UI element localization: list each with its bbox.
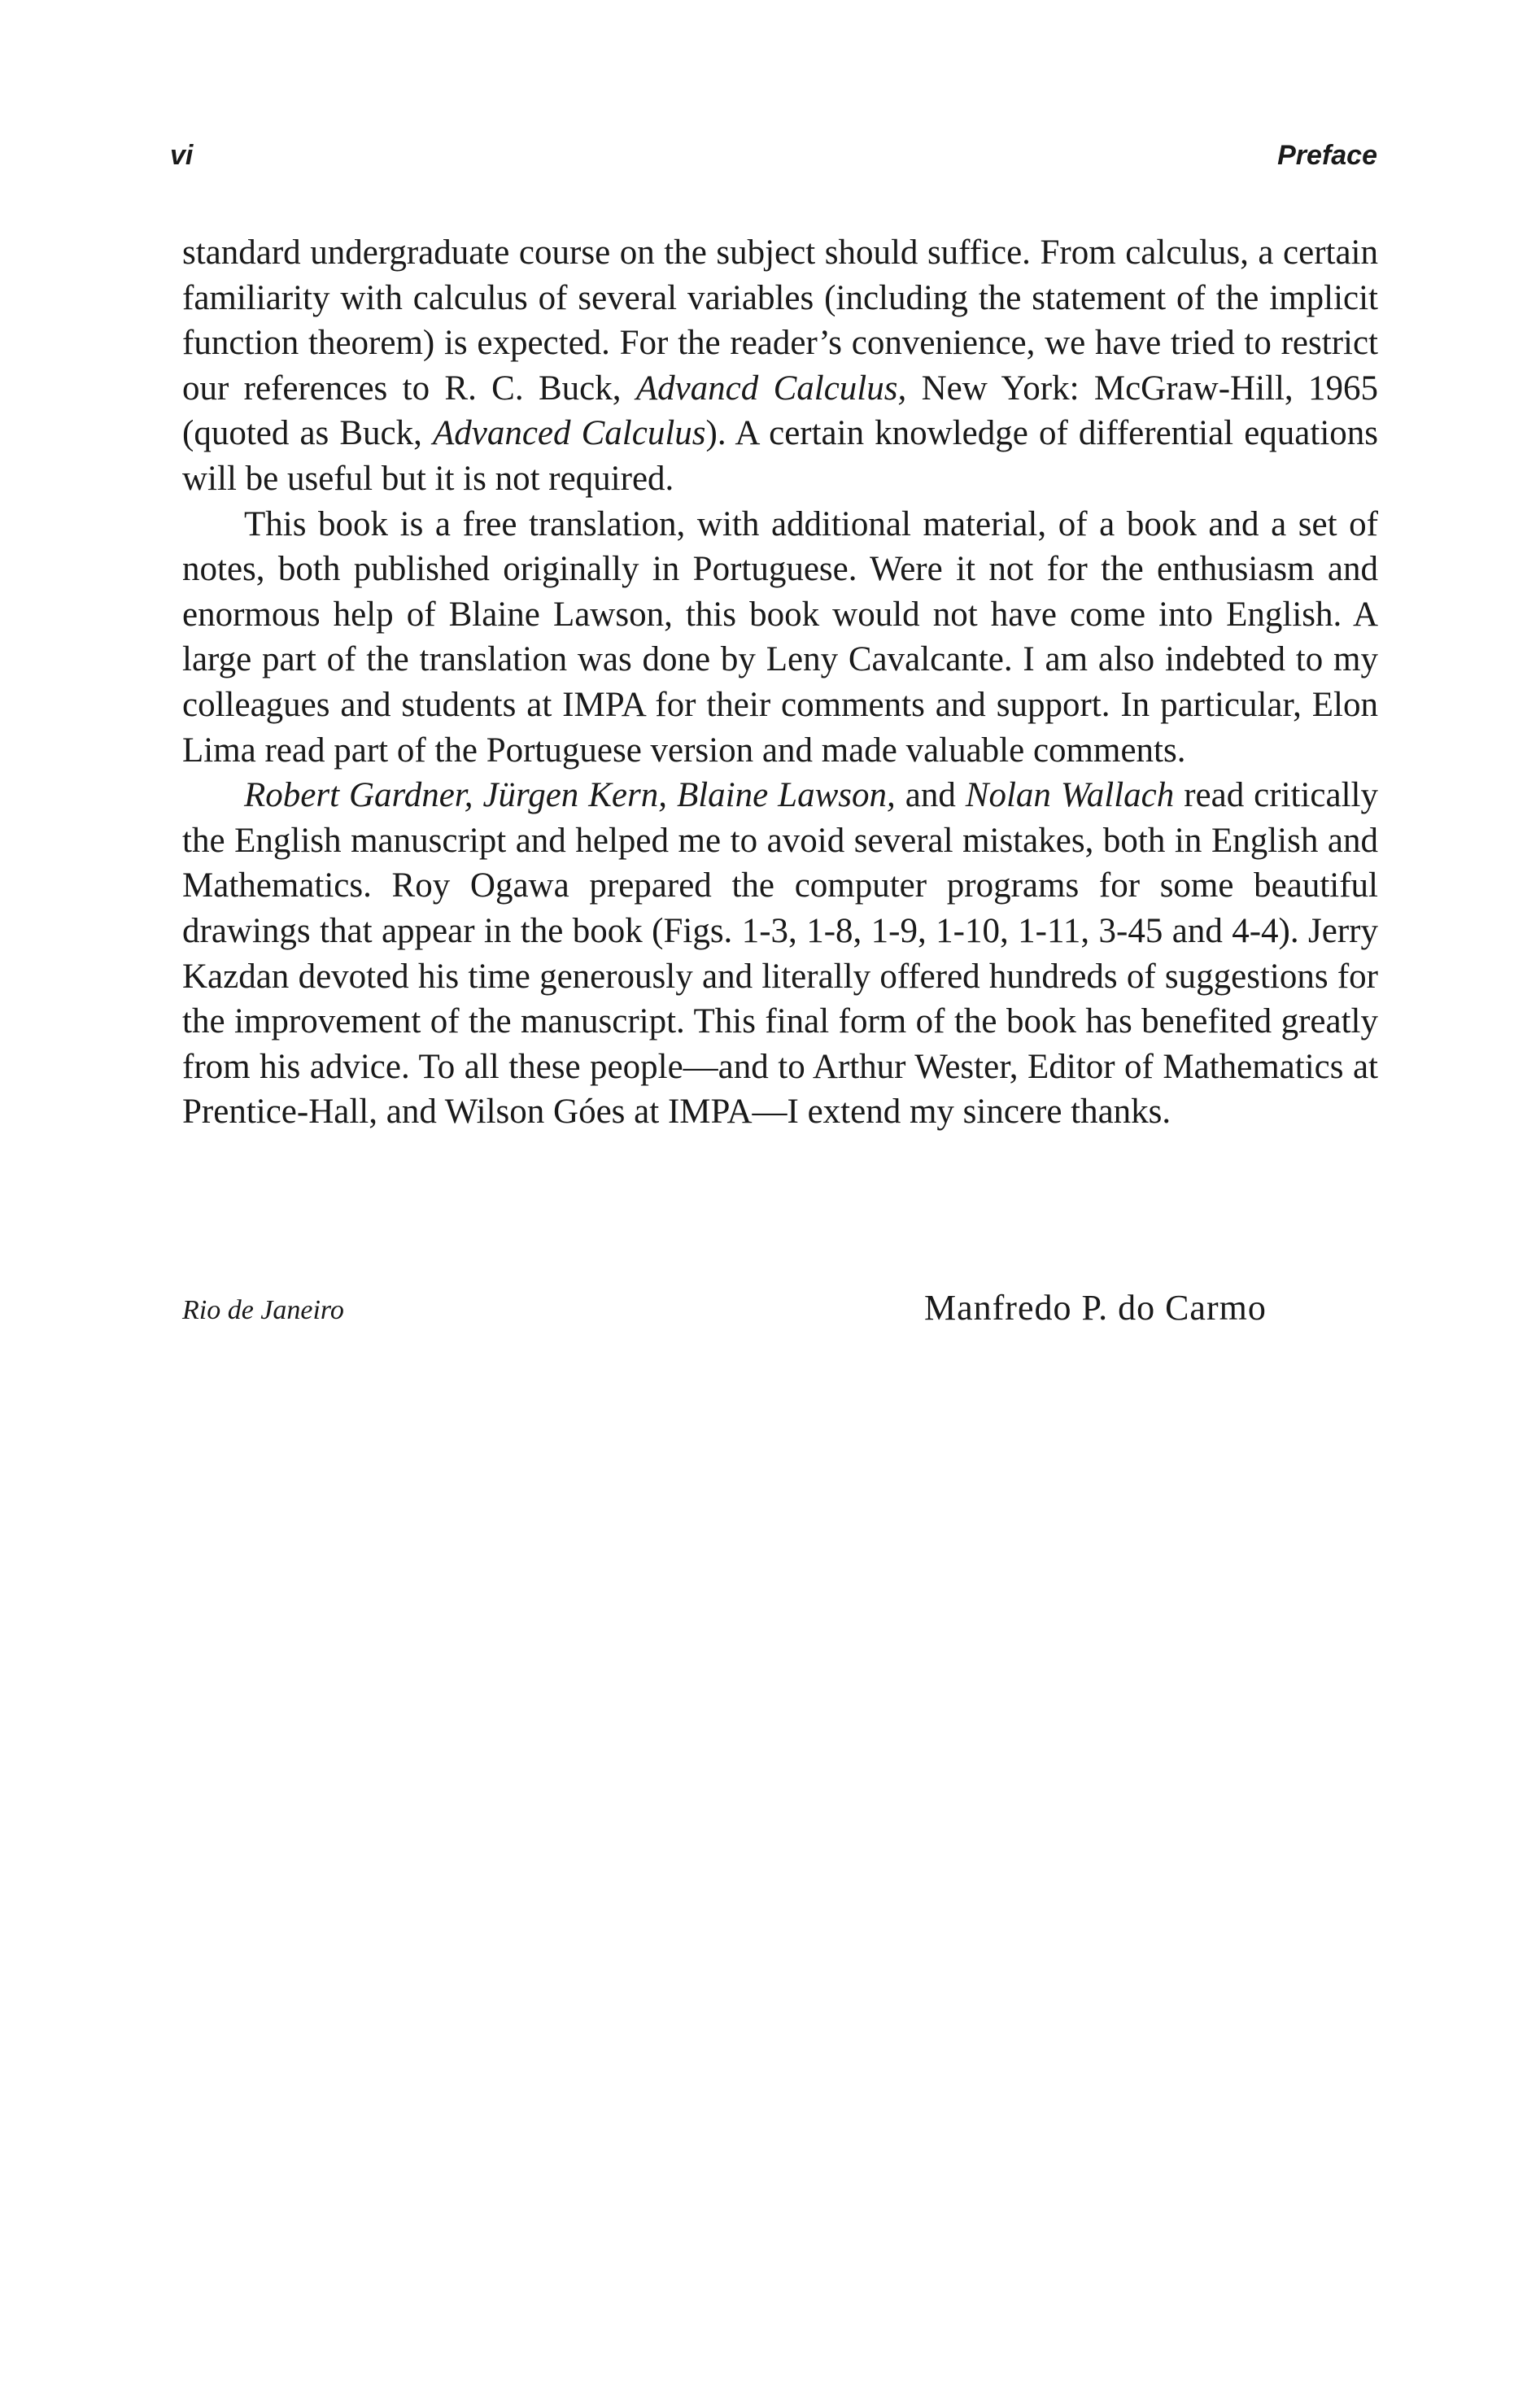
page-number: vi: [170, 140, 194, 171]
paragraph-translation: This book is a free translation, with additional material, of a book and a set of notes, both published originally in Portuguese. Were it not for the enthusiasm and enormous help of Blaine Lawson, this book would not have come into English. A large part of the translation was done by Leny Cavalcante. I am also indebted to my colleagues and students at IMPA for their comments and support. In particular, Elon Lima read part of the Portuguese version and made valuable comments.: [182, 504, 1378, 770]
reader-names: Robert Gardner, Jürgen Kern, Blaine Lawson,: [244, 776, 896, 815]
reader-name: Nolan Wallach: [965, 776, 1175, 815]
book-title-advancd-calculus: Advancd Calculus,: [635, 369, 907, 408]
paragraph-prerequisites: [182, 230, 1378, 502]
paragraph-text: read critically the English manuscript and helped me to avoid several mistakes, both in English and Mathematics. Roy Ogawa prepared the computer programs for some beautiful drawings that appear in the book (Figs. 1-3, 1-8, 1-9, 1-10, 1-11, 3-45 and 4-4). Jerry Kazdan devoted his time generously and literally offered hundreds of suggestions for the improvement of the manuscript. This final form of the book has benefited greatly from his advice. To all these people—and to Arthur Wester, Editor of Mathematics at Prentice-Hall, and Wilson Góes at IMPA—I extend my sincere thanks.: [182, 776, 1378, 1132]
section-title: Preface: [1277, 140, 1377, 171]
paragraph-text: standard undergraduate course on the subject should suffice. From calculus, a certain familiarity with calculus of several variables (including the statement of the implicit function theorem) is expected. For the reader’s convenience, we have tried to restrict our references to R. C. Buck,: [182, 233, 1378, 408]
paragraph-text: ). A certain knowledge of differential equations will be useful but it is not required.: [182, 414, 1379, 498]
paragraph-text: New York: McGraw-Hill, 1965 (quoted as Buck,: [182, 369, 1378, 453]
paragraph-text: and: [895, 776, 966, 815]
preface-body: [182, 230, 1378, 1135]
running-head: [170, 140, 1377, 179]
signature-place: Rio de Janeiro: [182, 1295, 344, 1325]
signature-line: [182, 1287, 1378, 1336]
paragraph-acknowledgements: [182, 773, 1378, 1135]
book-title-advanced-calculus: Advanced Calculus: [433, 414, 706, 453]
signature-author: Manfredo P. do Carmo: [924, 1288, 1267, 1328]
